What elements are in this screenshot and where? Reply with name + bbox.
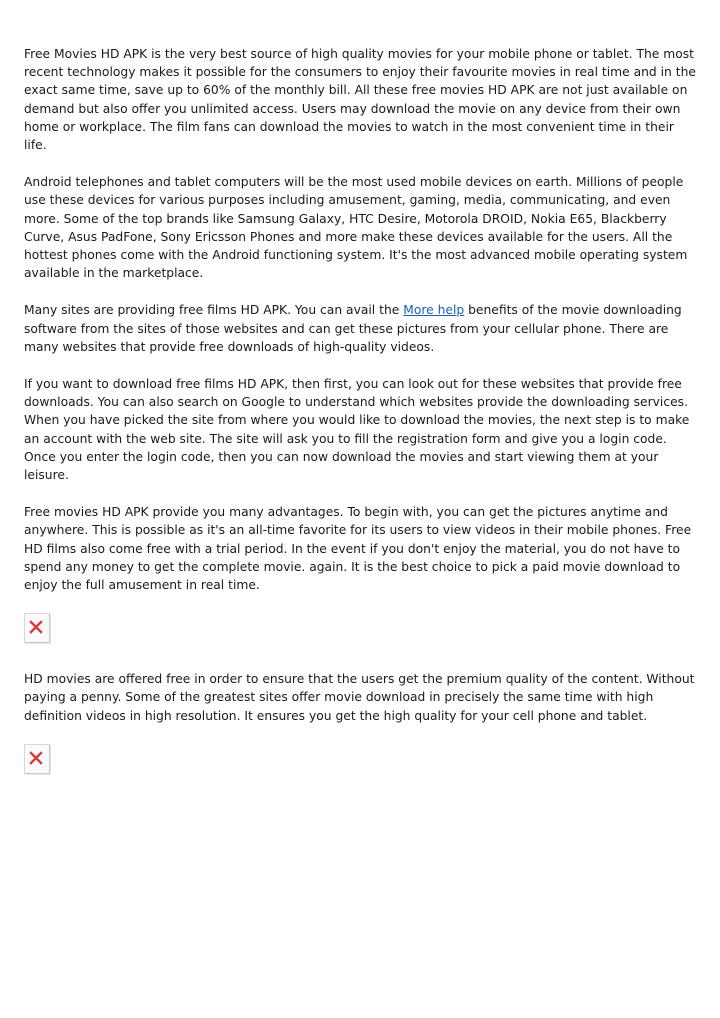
paragraph-hd-quality: HD movies are offered free in order to ensure that the users get the premium quality of the content. Without paying a penny. Some of the greatest sites offer movie download in precisely the same time with high definition videos in high resolution. It ensures you get the high quality for your cell phone and tablet. — [24, 672, 695, 723]
paragraph-advantages: Free movies HD APK provide you many advantages. To begin with, you can get the pictures anytime and anywhere. This is possible as it's an all-time favorite for its users to view videos in their mobile phones. Free HD films also come free with a trial period. In the event if you don't enjoy the material, you do not have to spend any money to get the complete movie. again. It is the best choice to pick a paid movie download to enjoy the full amusement in real time. — [24, 505, 692, 593]
close-x-icon — [29, 620, 43, 634]
paragraph-sites-text-after: benefits of the movie downloading software from the sites of those websites and can get these pictures from your cellular phone. There are many websites that provide free downloads of high-quality videos. — [24, 303, 682, 354]
paragraph-intro: Free Movies HD APK is the very best source of high quality movies for your mobile phone or tablet. The most recent technology makes it possible for the consumers to enjoy their favourite movies in real time and in the exact same time, save up to 60% of the monthly bill. All these free movies HD APK are not just available on demand but also offer you unlimited access. Users may download the movie on any device from their own home or workplace. The film fans can download the movies to watch in the most convenient time in their life. — [24, 47, 696, 153]
paragraph-download-steps: If you want to download free films HD APK, then first, you can look out for these websites that provide free downloads. You can also search on Google to understand which websites provide the downloading services. When you have picked the site from where you would like to download the movies, the next step is to make an account with the web site. The site will ask you to fill the registration form and give you a login code. Once you enter the login code, then you can now download the movies and start viewing them at your leisure. — [24, 377, 690, 483]
paragraph-sites — [24, 301, 696, 356]
close-x-icon — [29, 751, 43, 765]
paragraph-android-devices: Android telephones and tablet computers will be the most used mobile devices on earth. Millions of people use these devices for various purposes including amusement, gaming, media, communicating, and even more. Some of the top brands like Samsung Galaxy, HTC Desire, Motorola DROID, Nokia E65, Blackberry Curve, Asus PadFone, Sony Ericsson Phones and more make these devices available for the users. All the hottest phones come with the Android functioning system. It's the most advanced mobile operating system available in the marketplace. — [24, 175, 688, 281]
paragraph-sites-text-before: Many sites are providing free films HD APK. You can avail the — [24, 303, 404, 318]
broken-image-icon — [24, 613, 50, 643]
broken-image-icon — [24, 744, 50, 774]
document-page — [24, 45, 696, 774]
more-help-link[interactable]: More help — [403, 303, 465, 318]
